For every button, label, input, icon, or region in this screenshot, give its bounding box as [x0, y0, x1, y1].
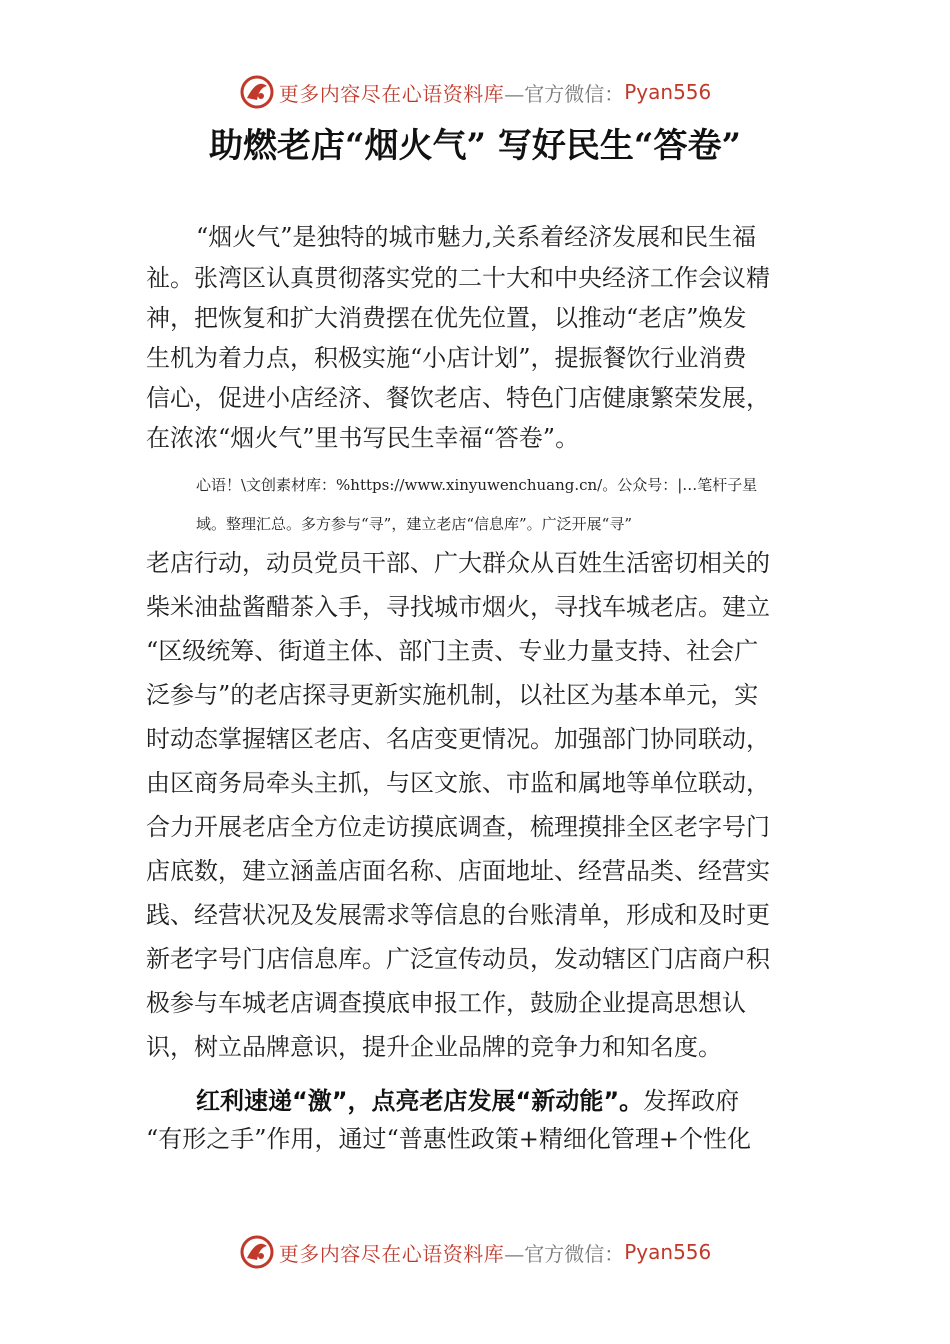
text-line: 祉。张湾区认真贯彻落实党的二十大和中央经济工作会议精	[146, 264, 770, 292]
banner-text: 更多内容尽在心语资料库	[278, 1241, 505, 1266]
text-line: 老店行动，动员党员干部、广大群众从百姓生活密切相关的	[146, 549, 770, 577]
banner-separator: —官方微信：	[504, 81, 625, 106]
text-line: “有形之手”作用，通过“普惠性政策+精细化管理+个性化	[146, 1125, 752, 1153]
text-line: 泛参与”的老店探寻更新实施机制，以社区为基本单元，实	[146, 681, 759, 709]
text-line: 店底数，建立涵盖店面名称、店面地址、经营品类、经营实	[146, 857, 770, 885]
text-run: 发挥政府	[643, 1087, 740, 1115]
text-line: 在浓浓“烟火气”里书写民生幸福“答卷”。	[146, 424, 580, 452]
banner-wechat-id: Pyan556	[624, 80, 712, 104]
text-line	[196, 1086, 739, 1116]
text-line: 生机为着力点，积极实施“小店计划”，提振餐饮行业消费	[146, 344, 747, 372]
text-line: 合力开展老店全方位走访摸底调查，梳理摸排全区老字号门	[146, 813, 770, 841]
page-title: 助燃老店“烟火气” 写好民生“答卷”	[208, 126, 742, 166]
banner-wechat-id: Pyan556	[624, 1240, 712, 1264]
logo-icon	[239, 74, 275, 110]
text-line: 时动态掌握辖区老店、名店变更情况。加强部门协同联动，	[146, 725, 770, 753]
footer-banner	[0, 1232, 950, 1272]
logo-icon	[239, 1234, 275, 1270]
text-line: “烟火气”是独特的城市魅力,关系着经济发展和民生福	[196, 223, 757, 251]
text-line: 神，把恢复和扩大消费摆在优先位置，以推动“老店”焕发	[146, 304, 747, 332]
note-line: 心语！\文创素材库：%https://www.xinyuwenchuang.cn/。公众号：|…笔杆子星	[196, 476, 758, 494]
note-line: 域。整理汇总。多方参与“寻”，建立老店“信息库”。广泛开展“寻”	[196, 515, 633, 533]
text-line: “区级统筹、街道主体、部门主责、专业力量支持、社会广	[146, 637, 759, 665]
section-heading: 红利速递“激”，点亮老店发展“新动能”。	[196, 1087, 644, 1115]
text-line: 新老字号门店信息库。广泛宣传动员，发动辖区门店商户积	[146, 945, 770, 973]
text-line: 践、经营状况及发展需求等信息的台账清单，形成和及时更	[146, 901, 770, 929]
header-banner	[0, 72, 950, 112]
text-line: 柴米油盐酱醋茶入手，寻找城市烟火，寻找车城老店。建立	[146, 593, 770, 621]
text-line: 信心，促进小店经济、餐饮老店、特色门店健康繁荣发展，	[146, 384, 770, 412]
banner-separator: —官方微信：	[504, 1241, 625, 1266]
text-line: 由区商务局牵头主抓，与区文旅、市监和属地等单位联动，	[146, 769, 770, 797]
banner-text: 更多内容尽在心语资料库	[278, 81, 505, 106]
text-line: 极参与车城老店调查摸底申报工作，鼓励企业提高思想认	[146, 989, 746, 1017]
text-line: 识，树立品牌意识，提升企业品牌的竞争力和知名度。	[146, 1033, 722, 1061]
